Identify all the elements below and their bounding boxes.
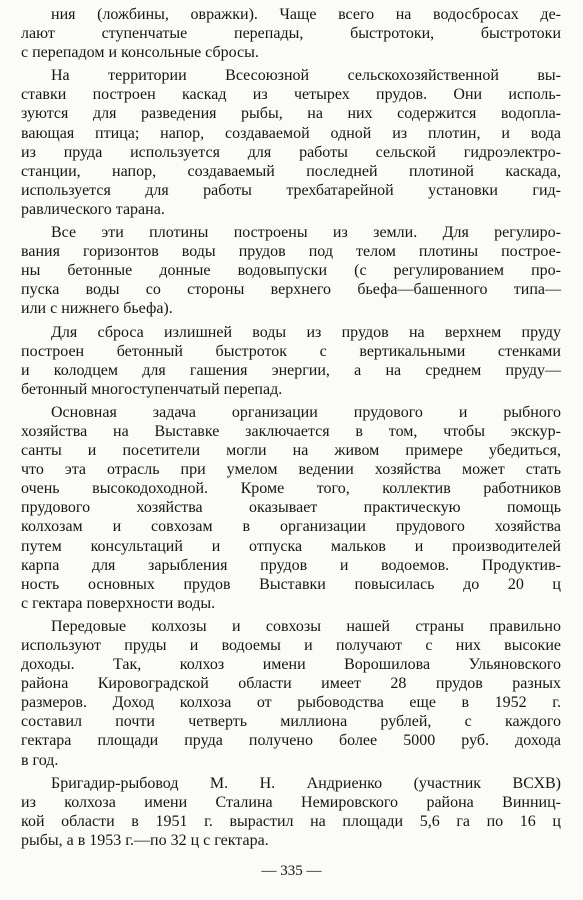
text-line: и колодцем для гашения энергии, а на среднем пруду— xyxy=(21,361,561,379)
text-line: используется для работы трехбатарейной установки гид- xyxy=(21,181,561,199)
text-line: путем консультаций и отпуска мальков и производителей xyxy=(21,537,561,555)
text-line: Для сброса излишней воды из прудов на верхнем пруду xyxy=(51,323,561,341)
text-line: Основная задача организации прудового и рыбного xyxy=(51,403,561,421)
text-line: лают ступенчатые перепады, быстротоки, быстротоки xyxy=(21,25,561,43)
text-line: вающая птица; напор, создаваемой одной из плотин, и вода xyxy=(21,124,561,142)
text-line: Передовые колхозы и совхозы нашей страны правильно xyxy=(51,617,561,635)
text-line: кой области в 1951 г. вырастил на площади 5,6 га по 16 ц xyxy=(21,812,561,830)
paragraph xyxy=(21,403,561,613)
text-line: ставки построен каскад из четырех прудов. Они исполь- xyxy=(21,86,561,104)
page-text-body xyxy=(21,5,561,850)
text-line: используют пруды и водоемы и получают с них высокие xyxy=(21,637,561,654)
text-line: На территории Всесоюзной сельскохозяйственной вы- xyxy=(51,67,561,85)
text-line: построен бетонный быстроток с вертикальными стенками xyxy=(21,342,561,360)
text-line: что эта отрасль при умелом ведении хозяйства может стать xyxy=(21,461,561,479)
paragraph xyxy=(21,66,561,219)
paragraph xyxy=(21,323,561,399)
text-line: или с нижнего бьефа). xyxy=(21,300,173,318)
text-line: ность основных прудов Выставки повысилась до 20 ц xyxy=(21,575,561,593)
text-line: ны бетонные донные водовыпуски (с регулированием про- xyxy=(21,262,561,280)
text-line: размеров. Доход колхоза от рыбоводства еще в 1952 г. xyxy=(21,694,561,712)
text-line: в год. xyxy=(21,751,59,769)
text-line: вания горизонтов воды прудов под телом плотины построе- xyxy=(21,243,561,261)
text-line: Все эти плотины построены из земли. Для регулиро- xyxy=(51,224,561,242)
text-line: пуска воды со стороны верхнего бьефа—башенного типа— xyxy=(21,281,561,299)
text-line: карпа для зарыбления прудов и водоемов. Продуктив- xyxy=(21,556,561,574)
text-line: гектара площади пруда получено более 5000 руб. дохода xyxy=(21,732,561,750)
text-line: Бригадир-рыбовод М. Н. Андриенко (участник ВСХВ) xyxy=(51,774,561,792)
text-line: рыбы, а в 1953 г.—по 32 ц с гектара. xyxy=(21,831,269,849)
text-line: составил почти четверть миллиона рублей, с каждого xyxy=(21,713,561,731)
text-line: бетонный многоступенчатый перепад. xyxy=(21,380,283,398)
text-line: колхозам и совхозам в организации прудового хозяйства xyxy=(21,518,561,536)
paragraph xyxy=(21,617,561,770)
text-line: станции, напор, создаваемый последней плотиной каскада, xyxy=(21,162,561,180)
text-line: очень высокодоходной. Кроме того, коллектив работников xyxy=(21,480,561,498)
paragraph xyxy=(21,5,561,62)
text-line: из пруда используется для работы сельской гидроэлектро- xyxy=(21,143,561,161)
text-line: с гектара поверхности воды. xyxy=(21,594,216,612)
text-line: ния (ложбины, овражки). Чаще всего на водосбросах де- xyxy=(51,6,561,23)
text-line: района Кировоградской области имеет 28 прудов разных xyxy=(21,675,561,693)
page-number: — 335 — xyxy=(261,863,322,879)
text-line: хозяйства на Выставке заключается в том, чтобы экскур- xyxy=(21,422,561,440)
text-line: с перепадом и консольные сбросы. xyxy=(21,44,259,62)
text-line: из колхоза имени Сталина Немировского района Винниц- xyxy=(21,793,561,811)
text-line: санты и посетители могли на живом примере убедиться, xyxy=(21,442,561,460)
text-line: зуются для разведения рыбы, на них содержится водопла- xyxy=(21,105,561,123)
paragraph xyxy=(21,223,561,318)
text-line: равлического тарана. xyxy=(21,200,165,218)
text-line: доходы. Так, колхоз имени Ворошилова Ульяновского xyxy=(21,656,561,674)
paragraph xyxy=(21,774,561,850)
text-line: прудового хозяйства оказывает практическую помощь xyxy=(21,499,561,517)
